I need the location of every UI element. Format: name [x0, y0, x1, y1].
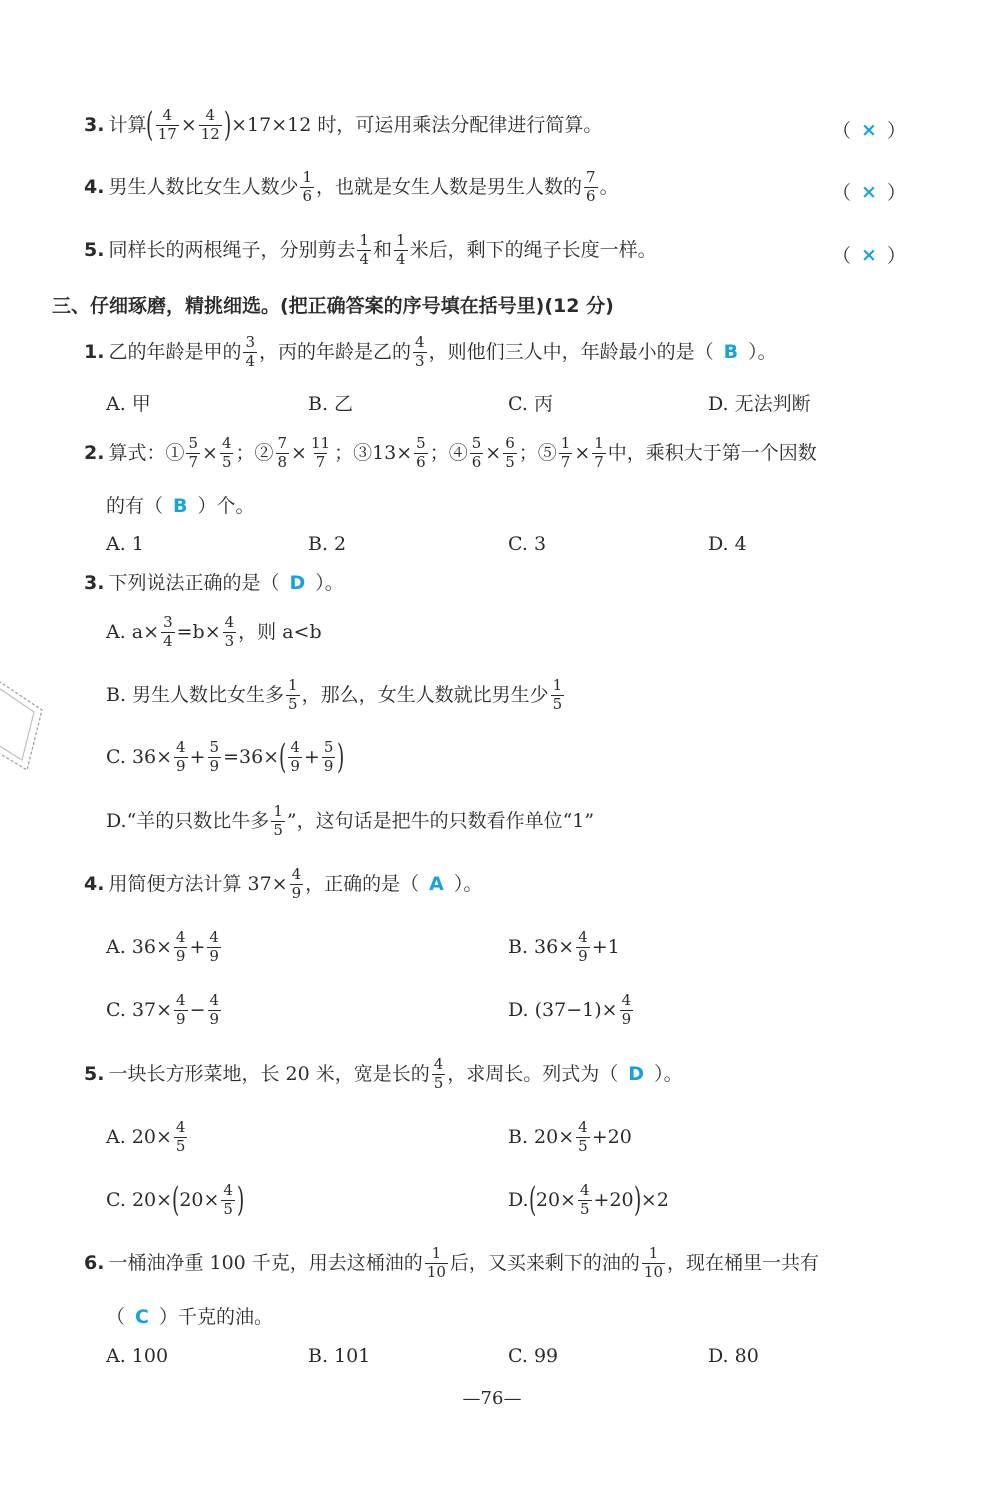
- choice-q6: 6. 一桶油净重 100 千克，用去这桶油的 $\frac{1}{10}$ 后，又买来剩下的油的 $\frac{1}{10}$ ，现在桶里一共有: [84, 1244, 820, 1281]
- fraction: $\frac{1}{4}$: [359, 231, 370, 268]
- option-a: A. 甲: [106, 393, 151, 415]
- option-b: B. 2: [308, 533, 347, 555]
- question-number: 4.: [84, 175, 105, 198]
- answer-paren-q4: （ × ）: [832, 180, 906, 204]
- option-d: D. 80: [708, 1345, 759, 1367]
- option-c: C. 99: [508, 1345, 559, 1367]
- option-a: A. 1: [106, 533, 144, 555]
- answer-mark: A: [429, 872, 444, 895]
- answer-mark: D: [289, 572, 306, 594]
- decorative-stamp-icon: [0, 660, 62, 780]
- choice-q2: 2. 算式：① $\frac{5}{7}$ × $\frac{4}{5}$ ；② $\frac{7}{8}$ × $\frac{11}{7}$ ；③13× $\frac{5}{6}$ ；④ $\frac{5}{6}$ × $\frac{6}{5}$ ；⑤ $\frac{1}{7}$ × $\frac{1}{7}$ 中，乘积大于第一个因数: [84, 434, 817, 471]
- question-number: 5.: [84, 238, 105, 261]
- option-b: B. 20× $\frac{4}{5}$ +20: [508, 1118, 632, 1155]
- answer-mark: B: [723, 340, 739, 363]
- option-b: B. 36× $\frac{4}{9}$ +1: [508, 928, 620, 965]
- question-text: 计算: [108, 113, 147, 136]
- fraction: $\frac{3}{4}$: [245, 333, 256, 370]
- option-d: D. (37−1)× $\frac{4}{9}$: [508, 991, 632, 1028]
- answer-mark: B: [173, 495, 188, 517]
- fraction: $\frac{4}{12}$: [200, 106, 220, 143]
- option-d: D.“羊的只数比牛多 $\frac{1}{5}$ ”，这句话是把牛的只数看作单位“1”: [106, 802, 595, 839]
- choice-q6-line2: （ C ）千克的油。: [106, 1306, 273, 1328]
- section-title: 三、仔细琢磨，精挑细选。(把正确答案的序号填在括号里)(12 分): [52, 295, 614, 317]
- option-c: C. 37× $\frac{4}{9}$ − $\frac{4}{9}$: [106, 991, 220, 1028]
- answer-mark: ×: [861, 180, 877, 203]
- bracket-right: ): [223, 105, 232, 146]
- choice-q4: 4. 用简便方法计算 37× $\frac{4}{9}$ ，正确的是（ A ）。: [84, 865, 483, 902]
- option-d: D. 4: [708, 533, 747, 555]
- option-d: D. ( 20× $\frac{4}{5}$ +20 ) ×2: [508, 1180, 669, 1221]
- answer-mark: C: [135, 1306, 149, 1328]
- fraction: $\frac{4}{3}$: [415, 333, 425, 370]
- option-a: A. 20× $\frac{4}{5}$: [106, 1118, 186, 1155]
- option-b: B. 101: [308, 1345, 371, 1367]
- page-number: —76—: [462, 1388, 522, 1409]
- answer-paren-q5: （ × ）: [832, 243, 906, 267]
- answer-mark: D: [628, 1062, 645, 1085]
- choice-q5: 5. 一块长方形菜地，长 20 米，宽是长的 $\frac{4}{5}$ ，求周长。列式为（ D ）。: [84, 1055, 683, 1092]
- option-a: A. 36× $\frac{4}{9}$ + $\frac{4}{9}$: [106, 928, 219, 965]
- fraction: $\frac{1}{4}$: [396, 231, 406, 268]
- answer-mark: ×: [861, 118, 877, 141]
- choice-q1: 1. 乙的年龄是甲的 $\frac{3}{4}$ ，丙的年龄是乙的 $\frac{4}{3}$ ，则他们三人中，年龄最小的是（ B ）。: [84, 333, 777, 370]
- option-c: C. 20× ( 20× $\frac{4}{5}$ ): [106, 1180, 245, 1221]
- judgement-q5: 5. 同样长的两根绳子，分别剪去 $\frac{1}{4}$ 和 $\frac{1}{4}$ 米后，剩下的绳子长度一样。: [84, 231, 657, 268]
- answer-paren-q3: （ × ）: [832, 118, 906, 142]
- option-a: A. a× $\frac{3}{4}$ =b× $\frac{4}{3}$ ，则 a<b: [106, 613, 322, 650]
- choice-q2-line2: 的有（ B ）个。: [106, 495, 255, 517]
- option-b: B. 乙: [308, 393, 354, 415]
- option-b: B. 男生人数比女生多 $\frac{1}{5}$ ，那么，女生人数就比男生少 $\frac{1}{5}$: [106, 676, 563, 713]
- answer-mark: ×: [861, 243, 877, 266]
- bracket-left: (: [146, 105, 154, 146]
- question-number: 3.: [84, 113, 105, 136]
- fraction: $\frac{7}{6}$: [586, 168, 596, 205]
- option-a: A. 100: [106, 1345, 169, 1367]
- judgement-q4: 4. 男生人数比女生人数少 $\frac{1}{6}$ ，也就是女生人数是男生人数的 $\frac{7}{6}$ 。: [84, 168, 619, 205]
- fraction: $\frac{4}{17}$: [157, 106, 177, 143]
- judgement-q3: 3. 计算 ( $\frac{4}{17}$ × $\frac{4}{12}$ ) ×17×12 时，可运用乘法分配律进行简算。: [84, 105, 603, 146]
- choice-q3: 3. 下列说法正确的是（ D ）。: [84, 572, 344, 594]
- option-d: D. 无法判断: [708, 393, 811, 415]
- option-c: C. 丙: [508, 393, 553, 415]
- option-c: C. 3: [508, 533, 547, 555]
- option-c: C. 36× $\frac{4}{9}$ + $\frac{5}{9}$ =36× ( $\frac{4}{9}$ + $\frac{5}{9}$ ): [106, 737, 345, 778]
- fraction: $\frac{1}{6}$: [302, 168, 313, 205]
- question-text: ×17×12 时，可运用乘法分配律进行简算。: [231, 113, 603, 136]
